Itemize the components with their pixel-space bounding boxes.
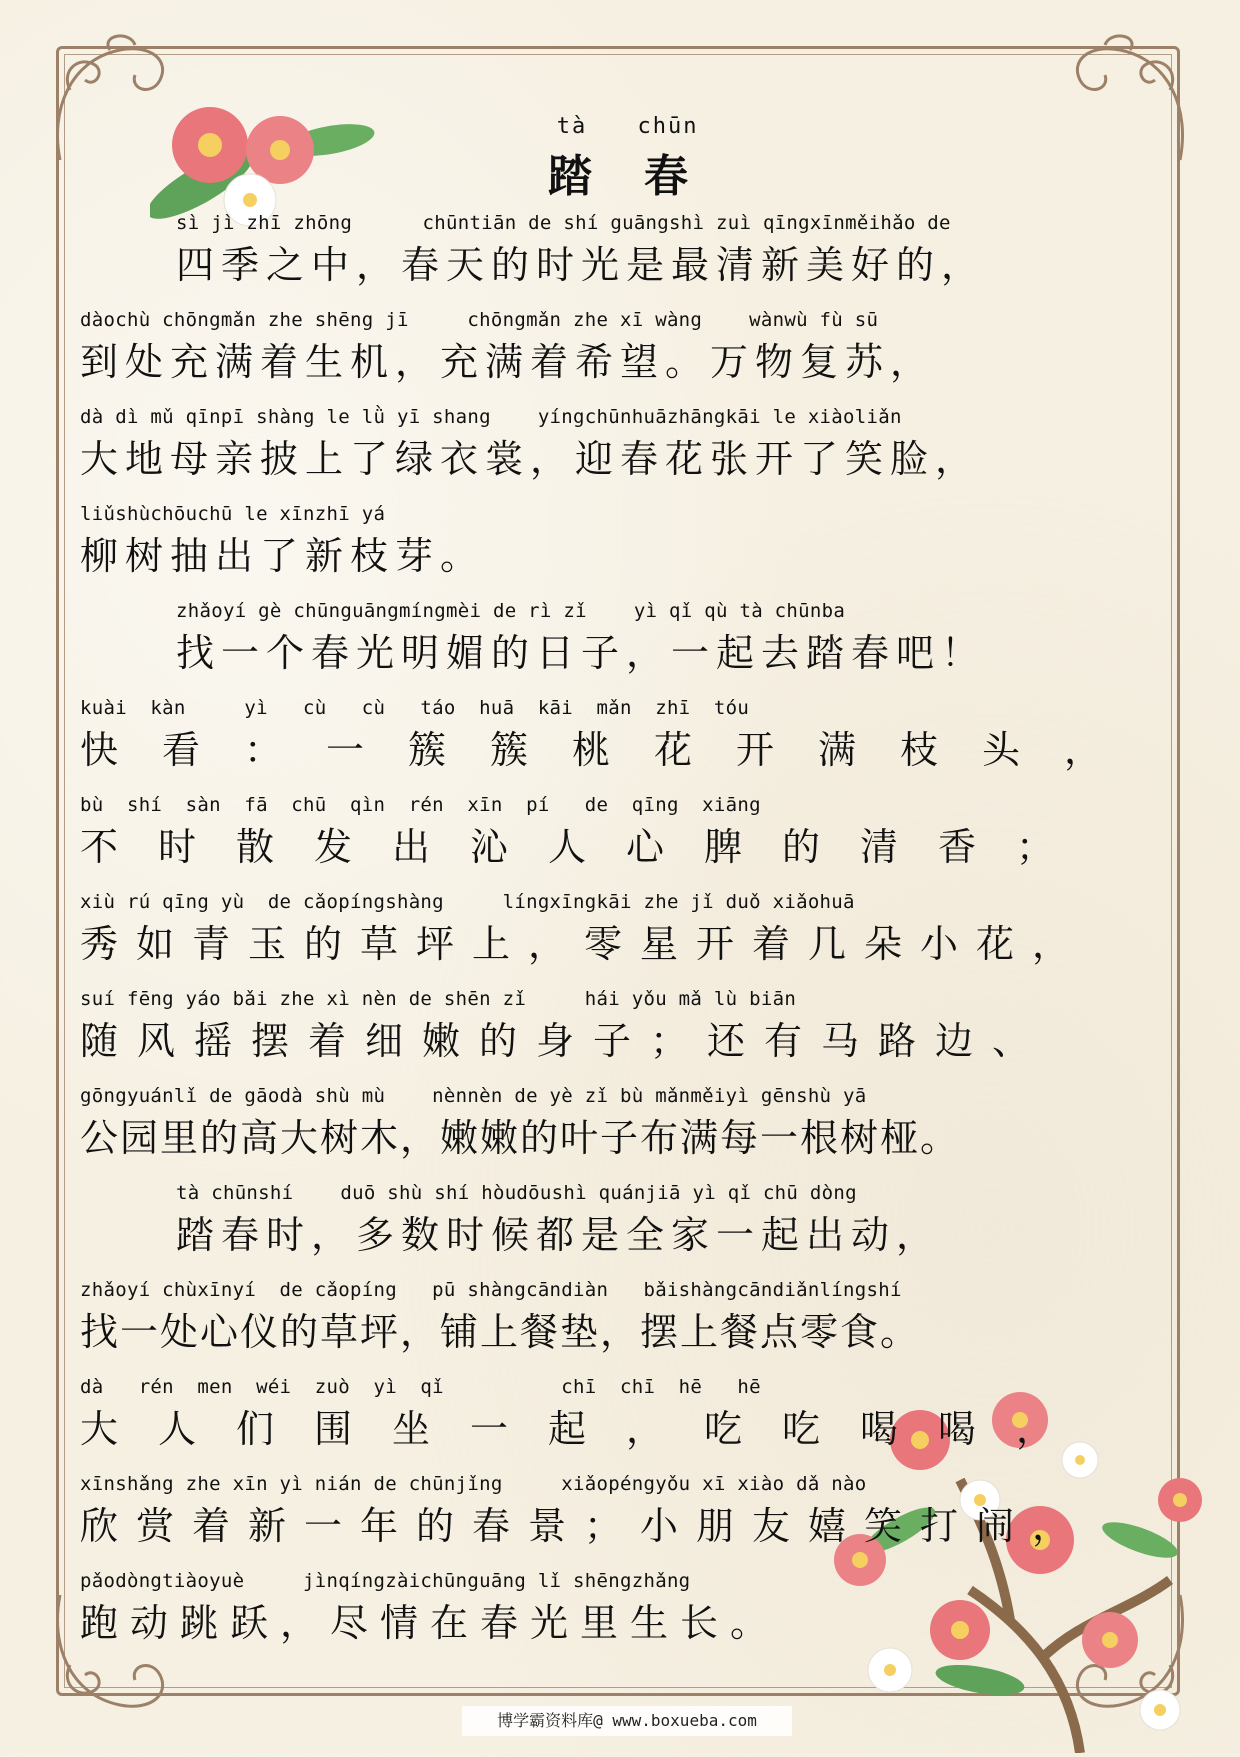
- hanzi-line: 公园里的高大树木，嫩嫩的叶子布满每一根树桠。: [80, 1116, 961, 1160]
- text-line: [80, 1277, 1170, 1374]
- text-line: [80, 1180, 1170, 1277]
- pinyin-line: suí fēng yáo bǎi zhe xì nèn de shēn zǐ hái yǒu mǎ lù biān: [80, 988, 797, 1010]
- pinyin-line: dà dì mǔ qīnpī shàng le lǜ yī shang yíngchūnhuāzhāngkāi le xiàoliǎn: [80, 406, 902, 428]
- text-line: [80, 695, 1170, 792]
- title-pinyin: [0, 114, 1240, 140]
- text-line: [80, 598, 1170, 695]
- text-line: [80, 307, 1170, 404]
- pinyin-line: xīnshǎng zhe xīn yì nián de chūnjǐng xiǎopéngyǒu xī xiào dǎ nào: [80, 1473, 867, 1495]
- title: [0, 114, 1240, 204]
- pinyin-line: kuài kàn yì cù cù táo huā kāi mǎn zhī tóu: [80, 697, 750, 719]
- text-line: [80, 1083, 1170, 1180]
- text-line: [80, 1374, 1170, 1471]
- pinyin-line: bù shí sàn fā chū qìn rén xīn pí de qīng xiāng: [80, 794, 761, 816]
- poem-body: [80, 210, 1170, 1665]
- title-text: [0, 140, 1240, 204]
- watermark: 博学霸资料库@ www.boxueba.com: [462, 1706, 792, 1736]
- hanzi-line: 柳树抽出了新枝芽。: [80, 534, 486, 578]
- hanzi-line: 找一处心仪的草坪，铺上餐垫，摆上餐点零食。: [80, 1310, 921, 1354]
- pinyin-line: liǔshùchōuchū le xīnzhī yá: [80, 503, 386, 525]
- text-line: [80, 986, 1170, 1083]
- pinyin-line: zhǎoyí chùxīnyí de cǎopíng pū shàngcāndiàn bǎishàngcāndiǎnlíngshí: [80, 1279, 902, 1301]
- pinyin-line: xiù rú qīng yù de cǎopíngshàng língxīngkāi zhe jǐ duǒ xiǎohuā: [80, 891, 855, 913]
- text-line: [80, 404, 1170, 501]
- text-line: [80, 889, 1170, 986]
- title-char-1: 踏: [548, 151, 596, 202]
- pinyin-line: gōngyuánlǐ de gāodà shù mù nènnèn de yè zǐ bù mǎnměiyì gēnshù yā: [80, 1085, 867, 1107]
- text-line: [80, 210, 1170, 307]
- text-line: [80, 792, 1170, 889]
- pinyin-line: pǎodòngtiàoyuè jìnqíngzàichūnguāng lǐ shēngzhǎng: [80, 1570, 691, 1592]
- title-char-2: 春: [644, 151, 692, 202]
- hanzi-line: 大地母亲披上了绿衣裳，迎春花张开了笑脸，: [80, 437, 981, 481]
- hanzi-line: 跑动跳跃，尽情在春光里生长。: [80, 1601, 781, 1645]
- text-line: [80, 501, 1170, 598]
- hanzi-line: 随风摇摆着细嫩的身子；还有马路边、: [80, 1019, 1050, 1063]
- hanzi-line: 不时散发出沁人心脾的清香；: [80, 825, 1095, 869]
- pinyin-line: tà chūnshí duō shù shí hòudōushì quánjiā yì qǐ chū dòng: [176, 1182, 857, 1204]
- hanzi-line: 大人们围坐一起，吃吃喝喝，: [80, 1407, 1095, 1451]
- hanzi-line: 找一个春光明媚的日子，一起去踏春吧！: [176, 631, 987, 675]
- hanzi-line: 欣赏着新一年的春景；小朋友嬉笑打闹，: [80, 1504, 1089, 1548]
- hanzi-line: 快看：一簇簇桃花开满枝头，: [80, 728, 1147, 772]
- pinyin-line: sì jì zhī zhōng chūntiān de shí guāngshì zuì qīngxīnměihǎo de: [176, 212, 951, 234]
- pinyin-line: dàochù chōngmǎn zhe shēng jī chōngmǎn zhe xī wàng wànwù fù sū: [80, 309, 879, 331]
- title-pinyin-2: chūn: [637, 114, 699, 139]
- pinyin-line: dà rén men wéi zuò yì qǐ chī chī hē hē: [80, 1376, 761, 1398]
- title-pinyin-1: tà: [556, 114, 588, 139]
- hanzi-line: 到处充满着生机，充满着希望。万物复苏，: [80, 340, 936, 384]
- pinyin-line: zhǎoyí gè chūnguāngmíngmèi de rì zǐ yì qǐ qù tà chūnba: [176, 600, 846, 622]
- hanzi-line: 秀如青玉的草坪上，零星开着几朵小花，: [80, 922, 1089, 966]
- hanzi-line: 踏春时，多数时候都是全家一起出动，: [176, 1213, 942, 1257]
- hanzi-line: 四季之中，春天的时光是最清新美好的，: [176, 243, 987, 287]
- text-line: [80, 1568, 1170, 1665]
- text-line: [80, 1471, 1170, 1568]
